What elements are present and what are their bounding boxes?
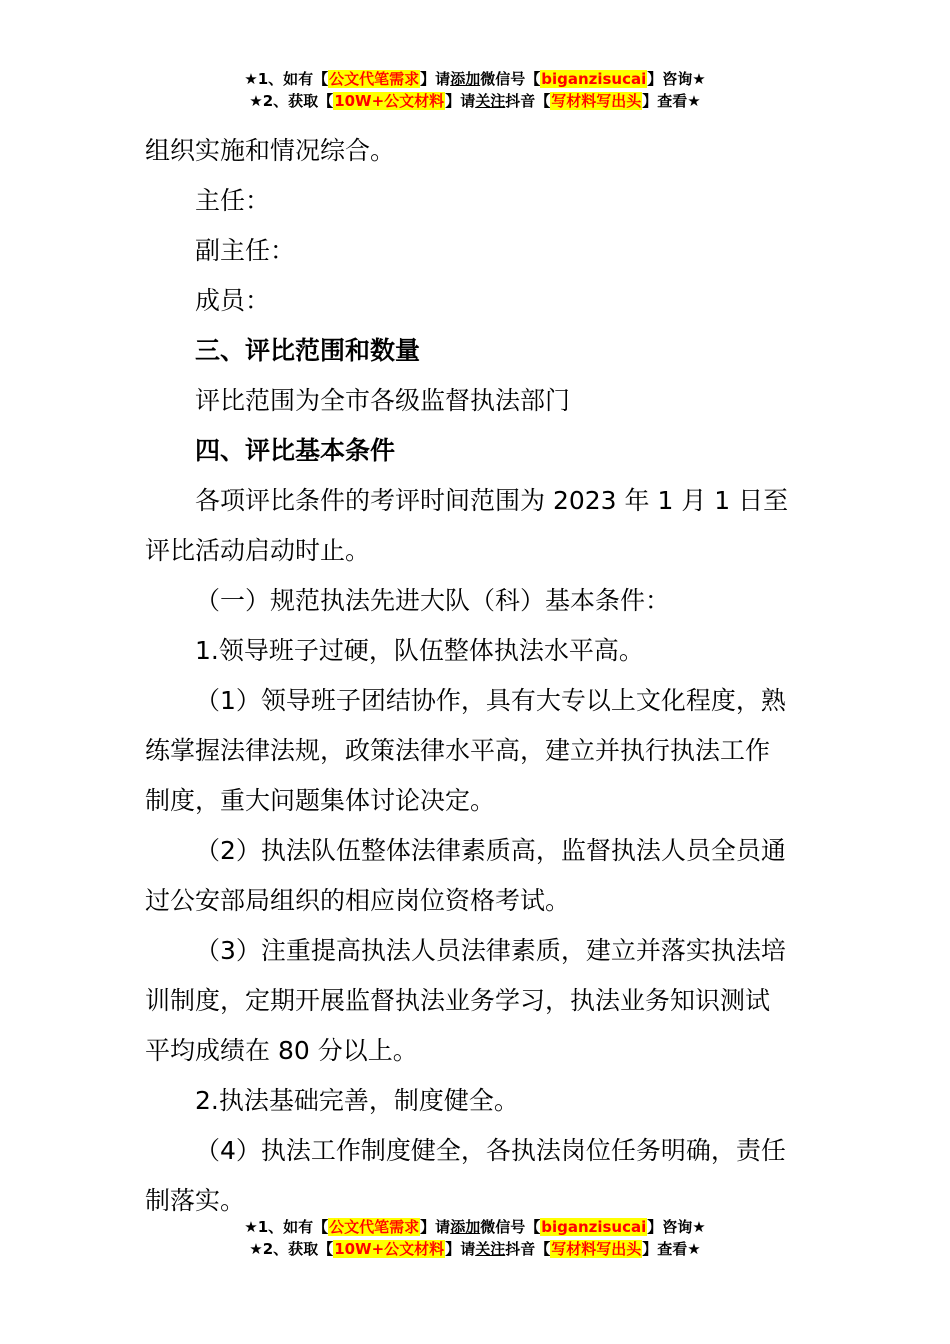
paragraph-line: 练掌握法律法规，政策法律水平高，建立并执行执法工作 [145,736,771,765]
banner-underlined: 添加 [450,70,481,88]
paragraph-line: 副主任： [195,236,296,265]
banner-text: 】咨询★ [647,70,706,88]
paragraph-line: 评比活动启动时止。 [145,536,371,565]
banner-highlight: biganzisucai [541,70,647,88]
banner-text: 微信号【 [480,70,541,88]
banner-text: 抖音【 [505,92,551,110]
banner-underlined: 关注 [475,1240,506,1258]
banner-text: 】请 [420,70,451,88]
banner-highlight: 10W+公文材料 [334,1240,445,1258]
paragraph-line: 成员： [195,286,271,315]
paragraph-line: （4）执法工作制度健全，各执法岗位任务明确，责任 [195,1136,786,1165]
banner-text: 】请 [445,92,476,110]
banner-highlight: biganzisucai [541,1218,647,1236]
paragraph-line: 2.执法基础完善，制度健全。 [195,1086,519,1115]
paragraph-line: 评比范围为全市各级监督执法部门 [195,386,571,415]
banner-highlight: 公文代笔需求 [329,1218,420,1236]
banner-text: 】请 [420,1218,451,1236]
banner-text: ★2、获取【 [249,92,334,110]
banner-text: 抖音【 [505,1240,551,1258]
banner-text: 】请 [445,1240,476,1258]
banner-highlight: 公文代笔需求 [329,70,420,88]
banner-line-1 [0,1216,950,1238]
banner-text: ★1、如有【 [244,70,329,88]
paragraph-line: 1.领导班子过硬，队伍整体执法水平高。 [195,636,644,665]
banner-text: ★2、获取【 [249,1240,334,1258]
paragraph-line: 制落实。 [145,1186,246,1215]
banner-highlight: 写材料写出头 [551,1240,642,1258]
section-heading: 三、评比范围和数量 [195,336,421,365]
paragraph-line: （2）执法队伍整体法律素质高，监督执法人员全员通 [195,836,786,865]
banner-line-2 [0,90,950,112]
header-banner [0,68,950,112]
footer-banner [0,1216,950,1260]
banner-underlined: 添加 [450,1218,481,1236]
banner-highlight: 10W+公文材料 [334,92,445,110]
paragraph-line: 主任： [195,186,271,215]
paragraph-line: 制度，重大问题集体讨论决定。 [145,786,496,815]
banner-line-1 [0,68,950,90]
banner-text: 微信号【 [480,1218,541,1236]
document-body [145,126,810,1226]
paragraph-line: 过公安部局组织的相应岗位资格考试。 [145,886,571,915]
banner-highlight: 写材料写出头 [551,92,642,110]
paragraph-line: 平均成绩在 80 分以上。 [145,1036,418,1065]
paragraph-line: 训制度，定期开展监督执法业务学习，执法业务知识测试 [145,986,771,1015]
paragraph-line: 各项评比条件的考评时间范围为 2023 年 1 月 1 日至 [195,486,789,515]
banner-text: 】咨询★ [647,1218,706,1236]
banner-line-2 [0,1238,950,1260]
paragraph-line: （1）领导班子团结协作，具有大专以上文化程度，熟 [195,686,786,715]
subsection-heading: （一）规范执法先进大队（科）基本条件： [195,586,671,615]
paragraph-line: （3）注重提高执法人员法律素质，建立并落实执法培 [195,936,786,965]
banner-text: ★1、如有【 [244,1218,329,1236]
banner-text: 】查看★ [642,92,701,110]
banner-text: 】查看★ [642,1240,701,1258]
paragraph-line: 组织实施和情况综合。 [145,136,396,165]
section-heading: 四、评比基本条件 [195,436,396,465]
banner-underlined: 关注 [475,92,506,110]
